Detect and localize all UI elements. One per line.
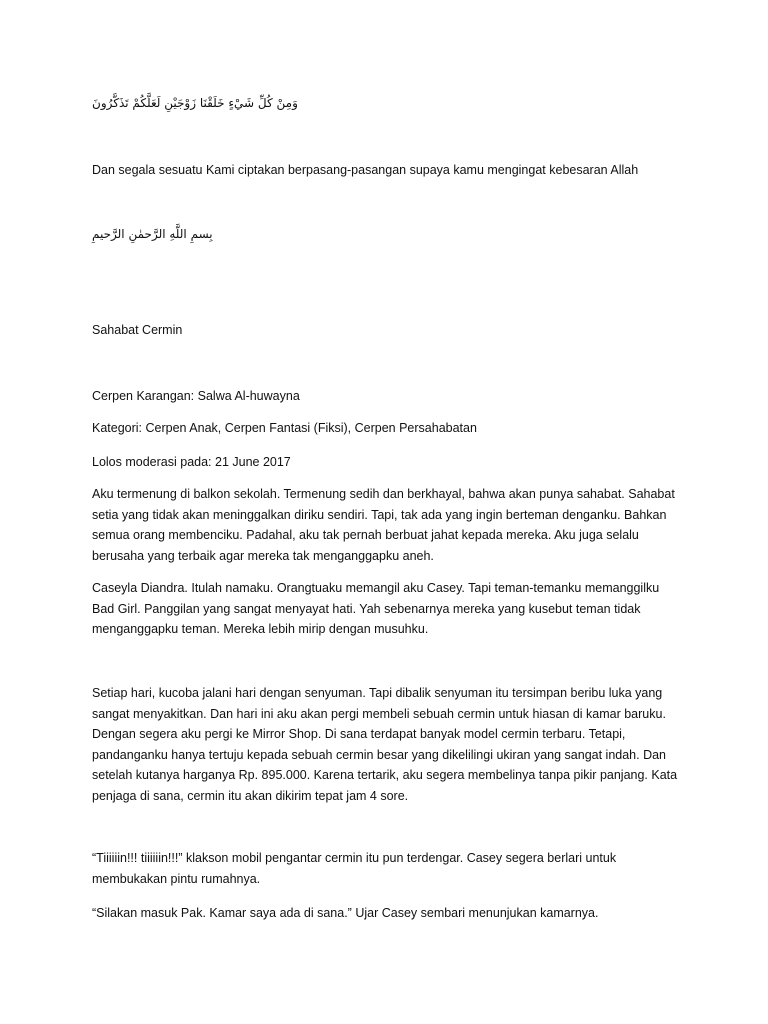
story-paragraph: Setiap hari, kucoba jalani hari dengan senyuman. Tapi dibalik senyuman itu tersimpan beribu luka yang sangat menyakitkan. Dan hari ini aku akan pergi membeli sebuah cermin untuk hiasan di kamar baruku. Dengan segera aku pergi ke Mirror Shop. Di sana terdapat banyak model cermin terbaru. Tetapi, pandanganku hanya tertuju kepada sebuah cermin besar yang dikelilingi ukiran yang sangat indah. Dan setelah kutanya harganya Rp. 895.000. Karena tertarik, aku segera membelinya tanpa pikir panjang. Kata penjaga di sana, cermin itu akan dikirim tepat jam 4 sore. <box>92 686 678 803</box>
moderation-date-line: Lolos moderasi pada: 21 June 2017 <box>92 455 291 469</box>
story-paragraph: Aku termenung di balkon sekolah. Termenung sedih dan berkhayal, bahwa akan punya sahabat. Sahabat setia yang tidak akan meninggalkan diriku sendiri. Tapi, tak ada yang ingin berteman denganku. Bahkan semua orang membenciku. Padahal, aku tak pernah berbuat jahat kepada mereka. Aku juga selalu berusaha yang terbaik agar mereka tak menganggapku aneh. <box>92 487 675 563</box>
story-paragraph: “Tiiiiiin!!! tiiiiiin!!!” klakson mobil pengantar cermin itu pun terdengar. Casey segera berlari untuk membukakan pintu rumahnya. <box>92 851 617 886</box>
category-line: Kategori: Cerpen Anak, Cerpen Fantasi (Fiksi), Cerpen Persahabatan <box>92 421 477 435</box>
story-paragraph: “Silakan masuk Pak. Kamar saya ada di sana.” Ujar Casey sembari menunjukan kamarnya. <box>92 906 599 920</box>
basmala: بِسمِ اللَّهِ الرَّحمٰنِ الرَّحيمِ <box>92 227 213 241</box>
verse-translation: Dan segala sesuatu Kami ciptakan berpasang-pasangan supaya kamu mengingat kebesaran Allah <box>92 163 639 177</box>
story-title: Sahabat Cermin <box>92 323 183 337</box>
story-paragraph: Caseyla Diandra. Itulah namaku. Orangtuaku memangil aku Casey. Tapi teman-temanku memanggilku Bad Girl. Panggilan yang sangat menyayat hati. Yah sebenarnya mereka yang kusebut teman tidak menganggapku teman. Mereka lebih mirip dengan musuhku. <box>92 581 660 636</box>
quran-verse-arabic: وَمِنْ كُلِّ شَيْءٍ خَلَقْنَا زَوْجَيْنِ لَعَلَّكُمْ تَذَكَّرُونَ <box>92 96 298 110</box>
author-line: Cerpen Karangan: Salwa Al-huwayna <box>92 389 300 403</box>
